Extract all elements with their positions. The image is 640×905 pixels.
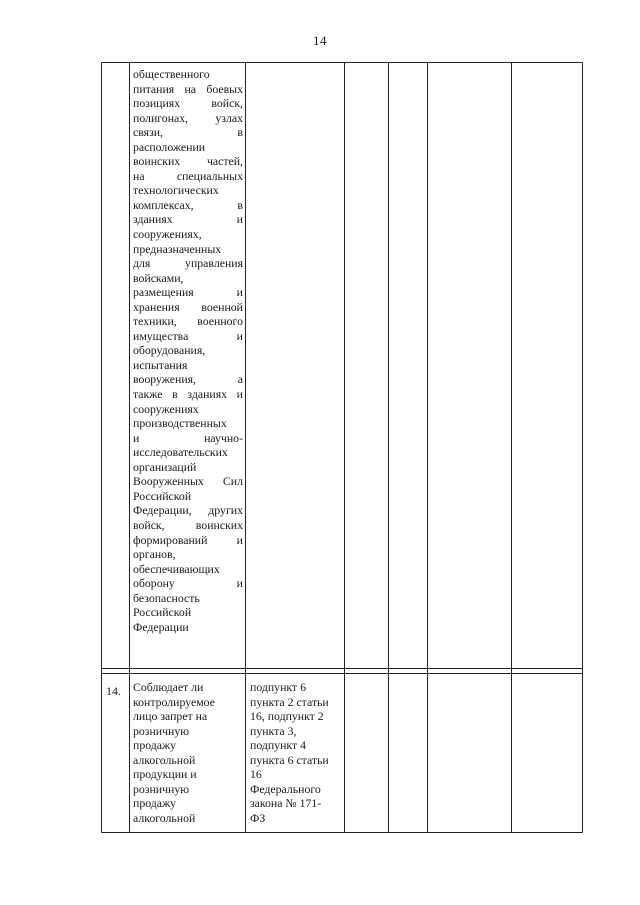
text-line: оборону и (133, 576, 243, 591)
text-line: размещения и (133, 285, 243, 300)
text-line: закона № 171- (250, 796, 322, 811)
text-line: пункта 2 статьи (250, 694, 329, 709)
text-line: Федерации, других (133, 503, 243, 518)
text-line: технологических (133, 183, 219, 198)
text-line: Соблюдает ли (133, 680, 204, 694)
text-line: сооружениях, (133, 227, 202, 242)
text-line: 16 (250, 767, 262, 782)
legal-reference (250, 680, 340, 825)
text-line: позициях войск, (133, 96, 243, 111)
text-line: войск, воинских (133, 517, 243, 532)
text-line: на специальных (133, 168, 243, 183)
text-line: питания на боевых (133, 81, 243, 96)
text-line: обеспечивающих (133, 561, 220, 576)
text-line: продукции и (133, 767, 197, 782)
text-line: Федерального (250, 781, 321, 796)
text-line: связи, в (133, 125, 243, 140)
text-line: безопасность (133, 590, 200, 605)
text-line: розничную (133, 723, 190, 738)
row-number: 14. (106, 684, 121, 698)
continued-requirement-text (133, 67, 243, 634)
text-line: вооружения, а (133, 372, 243, 387)
text-line: Вооруженных Сил (133, 474, 243, 489)
text-line: войсками, (133, 270, 184, 285)
text-line: подпункт 6 (250, 680, 306, 694)
text-line: техники, военного (133, 314, 243, 329)
text-line: оборудования, (133, 343, 206, 358)
text-line: расположении (133, 139, 206, 154)
text-line: комплексах, в (133, 197, 243, 212)
text-line: алкогольной (133, 810, 196, 825)
text-line: и научно- (133, 430, 243, 445)
text-line: сооружениях (133, 401, 199, 416)
text-line: имущества и (133, 328, 243, 343)
text-line: зданиях и (133, 212, 243, 227)
text-line: продажу (133, 738, 177, 753)
text-line: подпункт 4 (250, 738, 306, 753)
text-line: Федерации (133, 619, 189, 634)
text-line: организаций (133, 459, 197, 474)
text-line: ФЗ (250, 810, 266, 825)
text-line: производственных (133, 416, 227, 431)
text-line: Российской (133, 488, 192, 503)
text-line: предназначенных (133, 241, 222, 256)
text-line: для управления (133, 256, 243, 271)
text-line: розничную (133, 781, 190, 796)
text-line: воинских частей, (133, 154, 243, 169)
text-line: полигонах, узлах (133, 110, 243, 125)
text-line: 16, подпункт 2 (250, 709, 324, 724)
page-number: 14 (313, 33, 327, 48)
text-line: пункта 3, (250, 723, 297, 738)
text-line: общественного (133, 67, 210, 81)
text-line: формирований и (133, 532, 243, 547)
text-line: органов, (133, 547, 176, 562)
text-line: также в зданиях и (133, 387, 243, 402)
text-line: пункта 6 статьи (250, 752, 329, 767)
text-line: испытания (133, 357, 188, 372)
text-line: лицо запрет на (133, 709, 208, 724)
text-line: хранения военной (133, 299, 243, 314)
text-line: Российской (133, 605, 192, 620)
text-line: исследовательских (133, 445, 228, 460)
text-line: контролируемое (133, 694, 215, 709)
text-line: продажу (133, 796, 177, 811)
requirement-question (133, 680, 239, 825)
text-line: алкогольной (133, 752, 196, 767)
